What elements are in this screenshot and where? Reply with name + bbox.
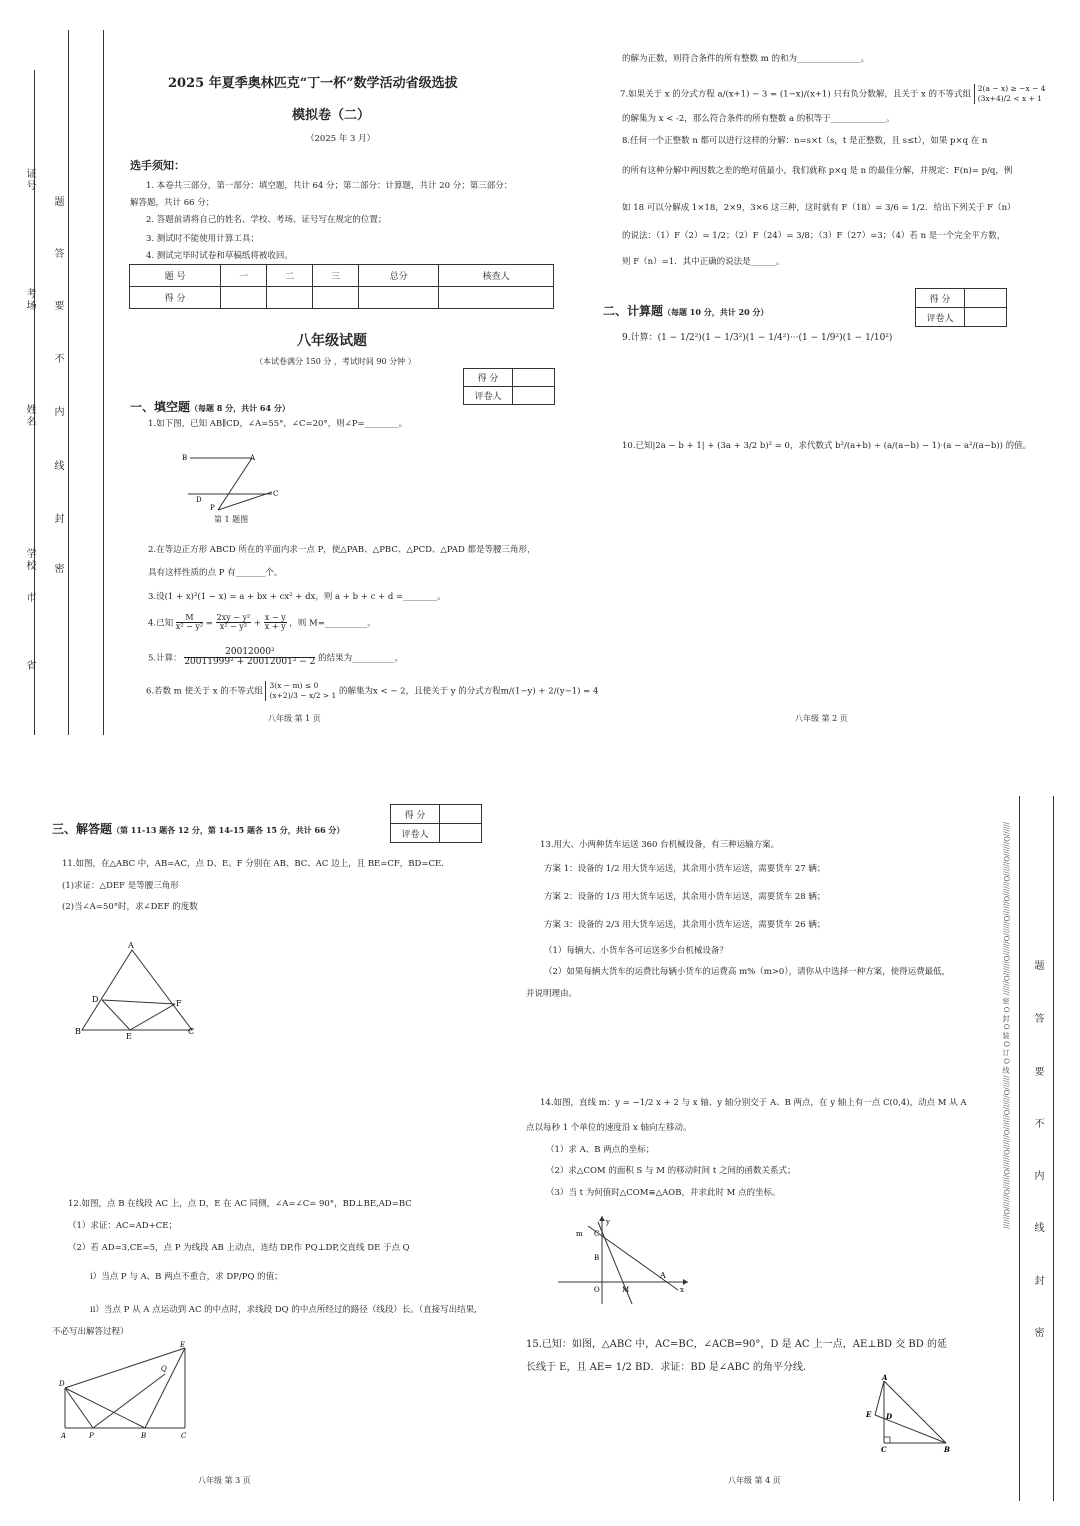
segment-dp xyxy=(65,1388,93,1428)
seal-dashed-line: //////O//////O//////O//////O//////O//////O//////O//////O////// 密 O 封 O 装 O 订 O 线 //////O//////O//////O//////O//////O//////O//////O////// xyxy=(1002,822,1010,1229)
name-label: 姓名 xyxy=(24,404,35,428)
q11-figure xyxy=(72,938,202,1043)
reviewer-label: 评卷人 xyxy=(391,824,440,843)
question-13-part: （2）如果每辆大货车的运费比每辆小货车的运费高 m%（m>0），请你从中选择一种方案，使得运费最低， xyxy=(544,967,951,977)
score-table-header: 总分 xyxy=(358,265,438,287)
question-1: 1.如下图，已知 AB∥CD，∠A=55°，∠C=20°，则∠P=________。 xyxy=(148,419,408,429)
segment-de xyxy=(102,1000,130,1030)
seal-word: 内 xyxy=(1032,1170,1043,1182)
score-table-header: 三 xyxy=(313,265,359,287)
label-c: C xyxy=(881,1445,887,1454)
line-ap xyxy=(218,458,252,510)
right-angle-mark xyxy=(884,1437,890,1443)
footer-page-1: 八年级 第 1 页 xyxy=(268,714,321,723)
exam-title: 2025 年夏季奥林匹克“丁一杯”数学活动省级选拔 xyxy=(168,76,458,91)
label-d: D xyxy=(92,995,99,1004)
seal-word: 线 xyxy=(1032,1222,1043,1234)
section3-title: 三、解答题（第 11-13 题各 12 分，第 14-15 题各 15 分，共计 66 分） xyxy=(52,822,345,836)
binding-line-4 xyxy=(1053,796,1054,1501)
question-15: 15.已知：如图，△ABC 中，AC=BC，∠ACB=90°，D 是 AC 上一点，AE⊥BD 交 BD 的延 xyxy=(526,1339,947,1350)
score-row-label: 得 分 xyxy=(130,287,221,309)
label-e: E xyxy=(866,1410,872,1419)
label-a: A xyxy=(250,454,256,462)
label-c: C xyxy=(188,1027,195,1036)
score-cell[interactable] xyxy=(440,805,482,824)
label-f: F xyxy=(176,999,182,1008)
question-13-plan: 方案 1：设备的 1/2 用大货车运送，其余用小货车运送，需要货车 27 辆； xyxy=(544,864,826,874)
label-e: E xyxy=(126,1032,132,1041)
seal-word: 答 xyxy=(1032,1013,1043,1025)
reviewer-label: 评卷人 xyxy=(464,387,513,405)
question-13: 13.用大、小两种货车运送 360 台机械设备，有三种运输方案。 xyxy=(540,840,780,850)
score-cell[interactable] xyxy=(221,287,267,309)
question-13-plan: 方案 3：设备的 2/3 用大货车运送，其余用小货车运送，需要货车 26 辆； xyxy=(544,920,826,930)
question-7: 7.如果关于 x 的分式方程 a/(x+1) − 3 = (1−x)/(x+1) 只有负分数解，且关于 x 的不等式组 2(a − x) ≥ −x − 4 (3x+4)/2 < x + 1 xyxy=(620,84,1046,103)
question-12-part: （1）求证：AC=AD+CE； xyxy=(68,1221,177,1231)
seal-word: 封 xyxy=(52,513,63,525)
seal-word: 答 xyxy=(52,248,63,260)
section3-score-box xyxy=(390,804,482,843)
seal-word: 题 xyxy=(1032,960,1043,972)
label-p: P xyxy=(89,1432,94,1440)
label-a: A xyxy=(660,1271,666,1280)
score-table-header: 一 xyxy=(221,265,267,287)
score-label: 得 分 xyxy=(464,369,513,387)
notice-item: 1. 本卷共三部分，第一部分：填空题，共计 64 分；第二部分：计算题，共计 20 分；第三部分： xyxy=(146,181,513,191)
label-c: C xyxy=(181,1432,187,1440)
question-11-part: (2)当∠A=50°时，求∠DEF 的度数 xyxy=(62,902,198,912)
seal-word: 密 xyxy=(1032,1327,1043,1339)
seal-word: 要 xyxy=(1032,1066,1043,1078)
exam-date: （2025 年 3 月） xyxy=(306,134,376,144)
score-cell[interactable] xyxy=(439,287,554,309)
notice-item: 4. 测试完毕时试卷和草稿纸将被收回。 xyxy=(146,251,293,261)
label-d: D xyxy=(59,1380,65,1388)
label-p: P xyxy=(210,504,215,512)
segment-ab xyxy=(884,1381,946,1443)
exam-room-label: 考场 xyxy=(24,288,35,312)
binding-line-3 xyxy=(1019,796,1020,1501)
q14-figure xyxy=(558,1212,693,1307)
question-10: 10.已知|2a − b + 1| + (3a + 3/2 b)² = 0，求代数式 b²/(a+b) ÷ (a/(a−b) − 1)·(a − a²/(a−b)) 的值。 xyxy=(622,441,1032,451)
notice-heading: 选手须知： xyxy=(130,159,185,172)
label-a: A xyxy=(61,1432,67,1440)
question-8-cont: 则 F（n）=1．其中正确的说法是______。 xyxy=(622,257,785,267)
question-2: 2.在等边正方形 ABCD 所在的平面内求一点 P，使△PAB、△PBC、△PCD、△PAD 都是等腰三角形， xyxy=(148,545,536,555)
label-c: C xyxy=(594,1230,600,1238)
x-axis-arrow xyxy=(683,1279,688,1285)
score-label: 得 分 xyxy=(391,805,440,824)
section1-score-box xyxy=(463,368,555,405)
segment-db xyxy=(65,1388,145,1428)
question-13-part: 并说明理由。 xyxy=(526,989,578,999)
triangle-abc xyxy=(82,950,192,1030)
score-label: 得 分 xyxy=(916,289,965,308)
question-8-cont: 的说法：（1）F（2）= 1/2；（2）F（24）= 3/8；（3）F（27）=3；（4）若 n 是一个完全平方数， xyxy=(622,231,1006,241)
q1-caption: 第 1 题图 xyxy=(214,515,249,524)
question-14-cont: 点以每秒 1 个单位的速度沿 x 轴向左移动。 xyxy=(526,1123,692,1133)
seal-word: 内 xyxy=(52,406,63,418)
line-pc xyxy=(218,492,272,510)
question-12-part: ii）当点 P 从 A 点运动到 AC 的中点时，求线段 DQ 的中点所经过的路径（线段）长。（直接写出结果, xyxy=(90,1305,477,1315)
exam-note: （本试卷满分 150 分 ，考试时间 90 分钟 ） xyxy=(255,357,416,366)
label-a: A xyxy=(128,941,134,950)
q15-figure xyxy=(860,1373,955,1458)
question-2-cont: 具有这样性质的点 P 有_______个。 xyxy=(148,568,283,578)
label-x: x xyxy=(680,1286,684,1294)
seal-word: 要 xyxy=(52,300,63,312)
question-11: 11.如图，在△ABC 中，AB=AC，点 D、E、F 分别在 AB、BC、AC 边上，且 BE=CF，BD=CE. xyxy=(62,859,444,869)
question-11-part: (1)求证：△DEF 是等腰三角形 xyxy=(62,881,179,891)
reviewer-label: 评卷人 xyxy=(916,308,965,327)
question-8: 8.任何一个正整数 n 都可以进行这样的分解：n=s×t（s，t 是正整数，且 s≤t），如果 p×q 在 n xyxy=(622,136,988,146)
question-3: 3.设(1 + x)²(1 − x) = a + bx + cx² + dx，则 a + b + c + d =________。 xyxy=(148,592,446,602)
question-14-part: （2）求△COM 的面积 S 与 M 的移动时间 t 之间的函数关系式； xyxy=(546,1166,796,1176)
label-d: D xyxy=(886,1412,893,1421)
section1-title: 一、填空题（每题 8 分，共计 64 分） xyxy=(130,400,290,414)
score-table-header: 二 xyxy=(267,265,313,287)
label-a: A xyxy=(882,1373,888,1382)
question-12-part: i）当点 P 与 A、B 两点不重合，求 DP/PQ 的值； xyxy=(90,1272,283,1282)
label-e: E xyxy=(180,1341,186,1349)
q1-figure xyxy=(180,450,280,525)
label-q: Q xyxy=(161,1365,167,1373)
y-axis-arrow xyxy=(599,1216,605,1221)
grade-title: 八年级试题 xyxy=(297,333,367,349)
segment-ef xyxy=(130,1004,175,1030)
label-m-line: m xyxy=(576,1230,583,1238)
question-6-cont: 的解为正数，则符合条件的所有整数 m 的和为_______________。 xyxy=(622,54,870,64)
province-label: 省 xyxy=(24,660,35,672)
label-b: B xyxy=(182,454,188,462)
segment-be xyxy=(145,1348,185,1428)
score-cell[interactable] xyxy=(267,287,313,309)
question-5: 5.计算： $\frac{\text{20012000²}}{\text{20011999² + 20012001² − 2}}$ 的结果为__________。 xyxy=(148,647,404,668)
label-c: C xyxy=(273,490,279,498)
seal-word: 线 xyxy=(52,460,63,472)
label-o: O xyxy=(594,1286,600,1294)
label-y: y xyxy=(606,1218,610,1226)
score-cell[interactable] xyxy=(313,287,359,309)
seal-word: 不 xyxy=(1032,1118,1043,1130)
score-cell[interactable] xyxy=(358,287,438,309)
seal-word: 题 xyxy=(52,196,63,208)
score-table xyxy=(129,264,554,309)
question-8-cont: 如 18 可以分解成 1×18，2×9，3×6 这三种，这时就有 F（18）= 3/6 = 1/2．给出下列关于 F（n） xyxy=(622,203,1016,213)
section2-title: 二、计算题（每题 10 分，共计 20 分） xyxy=(603,304,769,318)
segment-df xyxy=(102,1000,175,1004)
label-m-point: M xyxy=(622,1286,630,1294)
label-b: B xyxy=(75,1027,81,1036)
notice-item: 3. 测试时不能使用计算工具； xyxy=(146,234,259,244)
question-13-part: （1）每辆大、小货车各可运送多少台机械设备？ xyxy=(544,946,728,956)
reviewer-cell[interactable] xyxy=(440,824,482,843)
score-cell[interactable] xyxy=(965,289,1007,308)
question-4: 4.已知 $\frac{M}{\text{x² − y²}}$ = $\frac{\text{2xy − y²}}{\text{x² − y²}}$ + $\frac{x - y}{x + y}$ ，则 M=__________。 xyxy=(148,613,376,632)
notice-item: 2. 答题前请将自己的姓名、学校、考场、证号写在规定的位置； xyxy=(146,215,387,225)
question-14-part: （3）当 t 为何值时△COM≌△AOB，并求此时 M 点的坐标。 xyxy=(546,1188,781,1198)
footer-page-4: 八年级 第 4 页 xyxy=(728,1476,781,1485)
cert-no-label: 证号 xyxy=(24,168,35,192)
question-9: 9.计算：(1 − 1/2²)(1 − 1/3²)(1 − 1/4²)···(1 − 1/9²)(1 − 1/10²) xyxy=(622,333,893,343)
question-8-cont: 的所有这种分解中两因数之差的绝对值最小，我们就称 p×q 是 n 的最佳分解，并规定：F(n)= p/q，例 xyxy=(622,166,1013,176)
seal-word: 密 xyxy=(52,563,63,575)
label-b: B xyxy=(141,1432,147,1440)
label-d: D xyxy=(196,496,202,504)
score-table-header: 核查人 xyxy=(439,265,554,287)
question-12-part: 不必写出解答过程） xyxy=(52,1327,129,1337)
question-12-part: （2）若 AD=3,CE=5，点 P 为线段 AB 上动点，连结 DP,作 PQ⊥DP,交直线 DE 于点 Q xyxy=(68,1243,410,1253)
binding-line-1 xyxy=(68,30,69,735)
question-15-cont: 长线于 E，且 AE= 1/2 BD．求证：BD 是∠ABC 的角平分线. xyxy=(526,1362,807,1373)
score-table-header: 题 号 xyxy=(130,265,221,287)
question-7-cont: 的解集为 x < -2，那么符合条件的所有整数 a 的积等于_____________。 xyxy=(622,114,895,124)
segment-ae xyxy=(875,1381,884,1415)
question-12: 12.如图，点 B 在线段 AC 上，点 D，E 在 AC 同侧，∠A=∠C= 90°，BD⊥BE,AD=BC xyxy=(68,1199,412,1209)
label-b: B xyxy=(594,1254,600,1262)
score-cell[interactable] xyxy=(513,369,555,387)
reviewer-cell[interactable] xyxy=(965,308,1007,327)
q12-figure xyxy=(55,1340,195,1440)
question-13-plan: 方案 2：设备的 1/3 用大货车运送，其余用小货车运送，需要货车 28 辆； xyxy=(544,892,826,902)
binding-line-2 xyxy=(103,30,104,735)
exam-subtitle: 模拟卷（二） xyxy=(292,108,371,123)
school-label: 学校 xyxy=(24,548,35,572)
reviewer-cell[interactable] xyxy=(513,387,555,405)
label-b: B xyxy=(944,1445,950,1454)
segment-de xyxy=(65,1348,185,1388)
section2-score-box xyxy=(915,288,1007,327)
footer-page-3: 八年级 第 3 页 xyxy=(198,1476,251,1485)
seal-word: 不 xyxy=(52,353,63,365)
question-14-part: （1）求 A、B 两点的坐标； xyxy=(546,1145,655,1155)
city-label: 市 xyxy=(24,592,35,604)
question-6: 6.若数 m 使关于 x 的不等式组 3(x − m) ≤ 0 (x+2)/3 − x/2 > 1 的解集为x < − 2，且使关于 y 的分式方程m/(1−y) + 2/(y−1) = 4 xyxy=(146,681,599,700)
seal-word: 封 xyxy=(1032,1275,1043,1287)
notice-item: 解答题，共计 66 分； xyxy=(130,198,215,208)
footer-page-2: 八年级 第 2 页 xyxy=(795,714,848,723)
question-14: 14.如图，直线 m：y = −1/2 x + 2 与 x 轴、y 轴分别交于 A、B 两点，在 y 轴上有一点 C(0,4)，动点 M 从 A xyxy=(540,1098,967,1108)
